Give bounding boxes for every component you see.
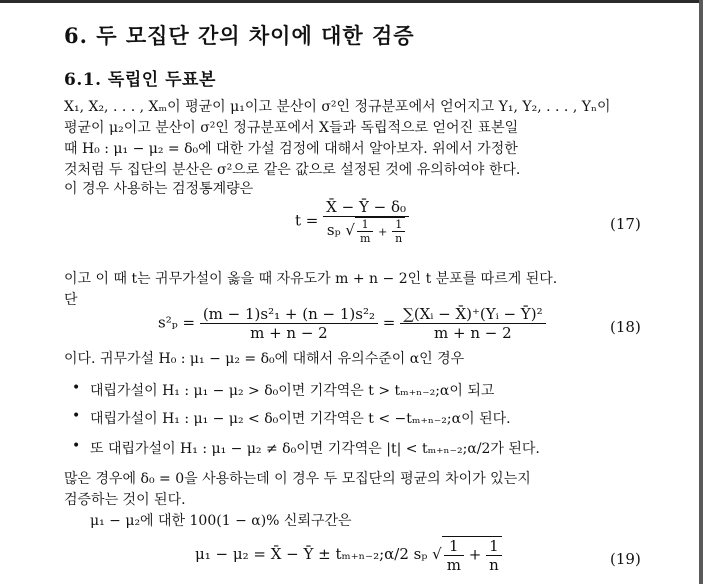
eq19-frac-1-n: [486, 537, 502, 574]
subsection-title: 독립인 두표본: [107, 70, 216, 90]
eq19-lhs: μ₁ − μ₂ = X̄ − Ȳ ± tₘ₊ₙ₋₂;α/2 sₚ: [195, 545, 428, 563]
eq19-f1-num: 1: [449, 537, 459, 555]
para5: μ₁ − μ₂에 대한 100(1 − α)% 신뢰구간은: [90, 513, 352, 529]
equation-19: [195, 536, 502, 574]
eq17-frac-1-m: [357, 218, 373, 245]
para1-line1: X₁, X₂, . . . , Xₘ이 평균이 μ₁이고 분산이 σ²인 정규분포에서 얻어지고 Y₁, Y₂, . . . , Yₙ이: [64, 99, 611, 115]
para1-line2: 평균이 μ₂이고 분산이 σ²인 정규분포에서 X들과 독립적으로 얻어진 표본일: [64, 120, 519, 136]
eq17-denominator: [323, 216, 409, 245]
eq17-sqrt-sign: √: [345, 221, 355, 239]
eq17-fraction: [323, 198, 409, 245]
subsection-number: 6.1.: [64, 70, 102, 90]
eq17-f1-num: 1: [361, 218, 369, 231]
eq18-den1: m + n − 2: [200, 323, 378, 342]
eq17-f1-den: m: [357, 231, 373, 245]
eq19-f2-num: 1: [489, 537, 499, 555]
page-right-border: [699, 0, 703, 584]
equation-17: [295, 198, 409, 245]
section-heading: [64, 20, 415, 50]
eq18-equals: =: [382, 313, 396, 332]
eq19-label: (19): [610, 550, 641, 568]
eq17-numerator: X̄ − Ȳ − δ₀: [326, 198, 406, 216]
para2-line2: 단: [64, 292, 78, 308]
eq19-sqrt: [442, 536, 502, 574]
eq17-f2-num: 1: [395, 218, 403, 231]
eq18-num2: ∑(Xᵢ − X̄)⁺(Yᵢ − Ȳ)²: [403, 305, 543, 323]
para1-line3: 때 H₀ : μ₁ − μ₂ = δ₀에 대한 가설 검정에 대해서 알아보자. 위에서 가정한: [64, 141, 518, 157]
eq19-f2-den: n: [486, 555, 502, 574]
para2-line1: 이고 이 때 t는 귀무가설이 옳을 때 자유도가 m + n − 2인 t 분포를 따르게 된다.: [64, 271, 558, 287]
eq17-plus: +: [378, 225, 388, 239]
equation-18: [158, 305, 546, 342]
eq17-frac-1-n: [392, 218, 405, 245]
eq17-lhs: t =: [295, 211, 319, 230]
eq17-sp: sₚ: [326, 221, 341, 239]
subsection-heading: [64, 65, 216, 90]
para3: 이다. 귀무가설 H₀ : μ₁ − μ₂ = δ₀에 대해서 유의수준이 α인 경우: [64, 351, 465, 367]
eq18-den2: m + n − 2: [400, 323, 545, 342]
eq19-f1-den: m: [444, 555, 464, 574]
eq18-label: (18): [610, 318, 641, 336]
eq19-sqrt-sign: √: [432, 545, 442, 563]
para1-line5: 이 경우 사용하는 검정통계량은: [64, 181, 254, 197]
bullet-item-1: • 대립가설이 H₁ : μ₁ − μ₂ > δ₀이면 기각역은 t > tₘ₊ₙ₋₂;α이 되고: [90, 380, 494, 400]
bullet-item-2: • 대립가설이 H₁ : μ₁ − μ₂ < δ₀이면 기각역은 t < −tₘ₊ₙ₋₂;α이 된다.: [90, 408, 511, 428]
eq17-sqrt: [355, 217, 405, 245]
eq17-label: (17): [610, 215, 641, 233]
eq18-fraction-2: [400, 305, 545, 342]
eq18-lhs: s²ₚ =: [158, 313, 196, 332]
section-number: 6.: [64, 23, 88, 48]
page-top-border: [0, 0, 703, 3]
para4-line2: 검증하는 것이 된다.: [64, 492, 186, 508]
eq19-plus: +: [468, 545, 482, 564]
eq19-frac-1-m: [444, 537, 464, 574]
para1-line4: 것처럼 두 집단의 분산은 σ²으로 같은 값으로 설정된 것에 유의하여야 한다.: [64, 162, 521, 178]
eq17-f2-den: n: [392, 231, 405, 245]
para4-line1: 많은 경우에 δ₀ = 0을 사용하는데 이 경우 두 모집단의 평균의 차이가 있는지: [64, 471, 531, 487]
bullet-item-3: • 또 대립가설이 H₁ : μ₁ − μ₂ ≠ δ₀이면 기각역은 |t| < tₘ₊ₙ₋₂;α/2가 된다.: [90, 438, 540, 458]
section-title: 두 모집단 간의 차이에 대한 검증: [96, 23, 415, 48]
eq18-fraction-1: [200, 305, 378, 342]
eq18-num1: (m − 1)s²₁ + (n − 1)s²₂: [202, 305, 375, 323]
